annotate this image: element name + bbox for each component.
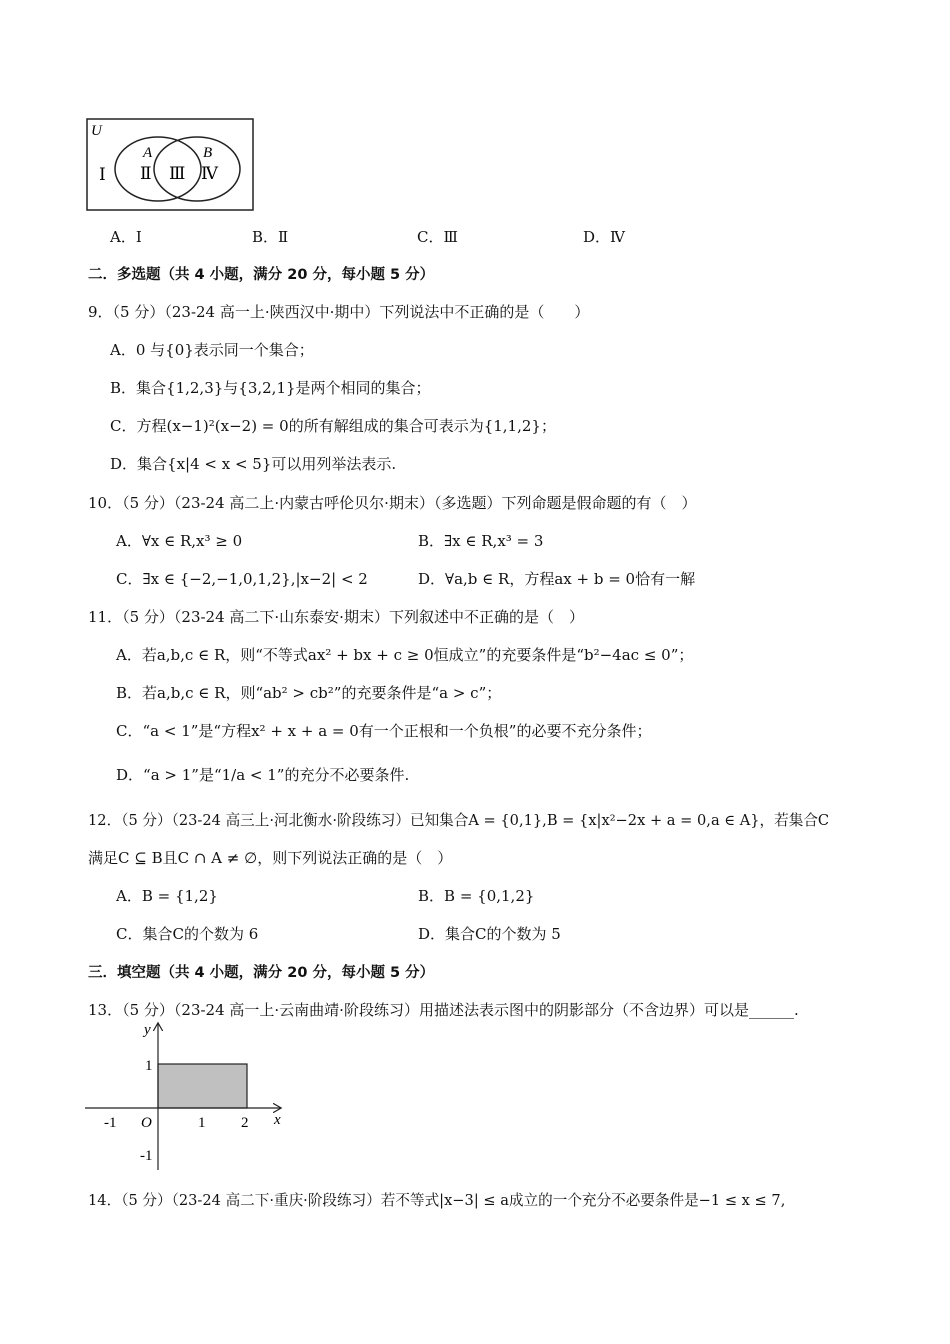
venn-diagram <box>85 117 257 213</box>
y-tick-neg1: -1 <box>140 1148 153 1164</box>
q13-stem: 13．（5 分）（23-24 高一上·云南曲靖·阶段练习）用描述法表示图中的阴影部分（不含边界）可以是______. <box>88 1001 799 1019</box>
region-1: Ⅰ <box>99 165 106 184</box>
y-tick-1: 1 <box>145 1058 153 1074</box>
q11-option-d[interactable]: D．“a > 1”是“1/a < 1”的充分不必要条件. <box>116 766 410 784</box>
x-tick-neg1: -1 <box>104 1115 117 1131</box>
q9-option-b[interactable]: B．集合{1,2,3}与{3,2,1}是两个相同的集合； <box>110 379 431 397</box>
q9-stem: 9．（5 分）（23-24 高一上·陕西汉中·期中）下列说法中不正确的是（ ） <box>88 303 590 321</box>
q11-option-a[interactable]: A．若a,b,c ∈ R，则“不等式ax² + bx + c ≥ 0恒成立”的充要条件是“b²−4ac ≤ 0”； <box>116 646 694 664</box>
section-fill-in-heading: 三．填空题（共 4 小题，满分 20 分，每小题 5 分） <box>88 965 435 981</box>
circle-b <box>154 137 240 201</box>
q8-option-a[interactable]: A．Ⅰ <box>110 228 142 246</box>
circle-a <box>115 137 201 201</box>
x-axis-label: x <box>274 1112 281 1128</box>
q10-stem: 10．（5 分）（23-24 高二上·内蒙古呼伦贝尔·期末）（多选题）下列命题是假命题的有（ ） <box>88 494 697 512</box>
x-tick-2: 2 <box>241 1115 249 1131</box>
coordinate-graph <box>80 1020 295 1175</box>
q11-option-b[interactable]: B．若a,b,c ∈ R，则“ab² > cb²”的充要条件是“a > c”； <box>116 684 502 702</box>
q10-option-b[interactable]: B．∃x ∈ R,x³ = 3 <box>418 532 544 550</box>
q12-option-d[interactable]: D．集合C的个数为 5 <box>418 925 561 943</box>
y-axis-label: y <box>144 1022 151 1038</box>
region-4: Ⅳ <box>201 164 218 183</box>
q11-option-c[interactable]: C．“a < 1”是“方程x² + x + a = 0有一个正根和一个负根”的必要不充分条件； <box>116 722 652 740</box>
q9-option-a[interactable]: A．0 与{0}表示同一个集合； <box>110 341 314 359</box>
q8-option-b[interactable]: B．Ⅱ <box>252 228 289 246</box>
region-2: Ⅱ <box>140 164 152 183</box>
q12-stem-line1: 12．（5 分）（23-24 高三上·河北衡水·阶段练习）已知集合A = {0,1},B = {x|x²−2x + a = 0,a ∈ A}，若集合C <box>88 812 830 829</box>
q10-option-d[interactable]: D．∀a,b ∈ R，方程ax + b = 0恰有一解 <box>418 570 696 588</box>
a-label: A <box>143 145 153 161</box>
x-tick-1: 1 <box>198 1115 206 1131</box>
q11-stem: 11．（5 分）（23-24 高二下·山东泰安·期末）下列叙述中不正确的是（ ） <box>88 608 584 626</box>
origin-label: O <box>141 1115 152 1131</box>
region-3: Ⅲ <box>169 164 186 183</box>
q9-option-d[interactable]: D．集合{x|4 < x < 5}可以用列举法表示. <box>110 455 397 473</box>
q8-option-c[interactable]: C．Ⅲ <box>417 228 458 246</box>
q9-option-c[interactable]: C．方程(x−1)²(x−2) = 0的所有解组成的集合可表示为{1,1,2}； <box>110 417 556 435</box>
q8-option-d[interactable]: D．Ⅳ <box>583 228 626 246</box>
q10-option-a[interactable]: A．∀x ∈ R,x³ ≥ 0 <box>116 532 243 550</box>
q10-option-c[interactable]: C．∃x ∈ {−2,−1,0,1,2},|x−2| < 2 <box>116 570 368 588</box>
shaded-region <box>158 1064 247 1108</box>
b-label: B <box>203 145 213 161</box>
q12-option-c[interactable]: C．集合C的个数为 6 <box>116 925 259 943</box>
q12-option-b[interactable]: B．B = {0,1,2} <box>418 887 535 905</box>
u-label: U <box>91 123 102 139</box>
section-multiple-choice-heading: 二．多选题（共 4 小题，满分 20 分，每小题 5 分） <box>88 267 435 283</box>
q12-option-a[interactable]: A．B = {1,2} <box>116 887 218 905</box>
q14-stem: 14．（5 分）（23-24 高二下·重庆·阶段练习）若不等式|x−3| ≤ a成立的一个充分不必要条件是−1 ≤ x ≤ 7, <box>88 1192 786 1209</box>
q12-stem-line2: 满足C ⊆ B且C ∩ A ≠ ∅，则下列说法正确的是（ ） <box>88 849 453 867</box>
